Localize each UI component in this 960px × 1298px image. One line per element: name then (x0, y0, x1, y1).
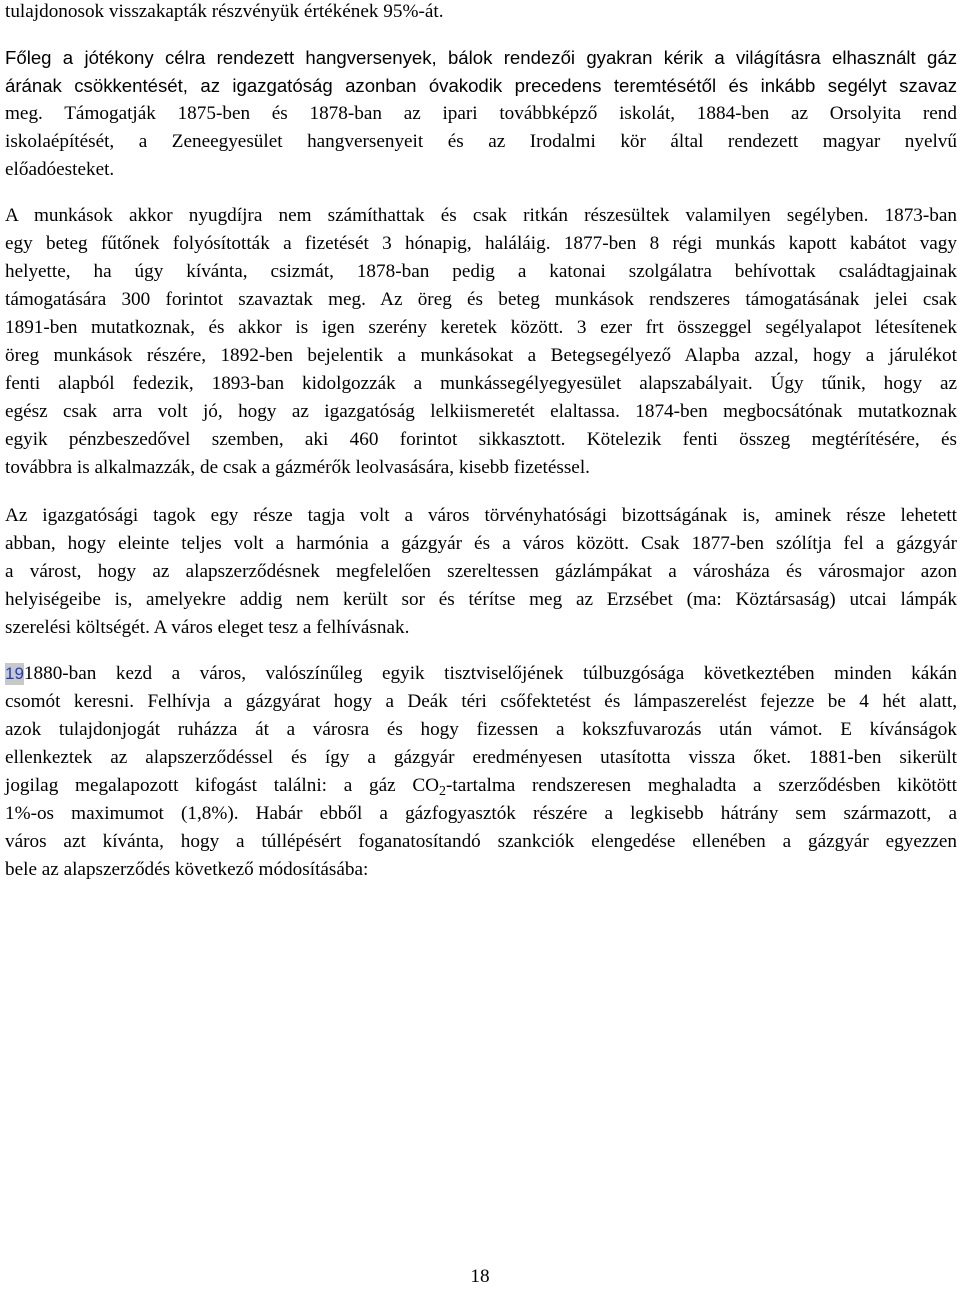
paragraph-line: továbbra is alkalmazzák, de csak a gázmérők leolvasására, kisebb fizetéssel. (5, 457, 590, 478)
paragraph-line: csomót keresni. Felhívja a gázgyárat hogy a Deák téri csőfektetést és lámpaszerelést fejezze be 4 hét alatt, (5, 691, 957, 712)
paragraph-line: 1%-os maximumot (1,8%). Habár ebből a gázfogyasztók részére a legkisebb hátrány sem származott, a (5, 803, 957, 824)
co2-subscript: 2 (439, 784, 447, 799)
paragraph-line (5, 662, 957, 688)
paragraph-line: támogatására 300 forintot szavaztak meg. Az öreg és beteg munkások rendszeres támogatásának jelei csak (5, 289, 957, 310)
paragraph-line: helyiségeibe is, amelyekre addig nem került sor és térítse meg az Erzsébet (ma: Köztársaság) utcai lámpák (5, 589, 957, 610)
paragraph-line: Az igazgatósági tagok egy része tagja volt a város törvényhatósági bizottságának is, aminek része lehetett (5, 505, 957, 526)
paragraph-line: szerelési költségét. A város eleget tesz a felhívásnak. (5, 617, 410, 638)
paragraph-line: egész csak arra volt jó, hogy az igazgatóság lelkiismeretét elaltassa. 1874-ben megbocsátónak mutatkoznak (5, 401, 957, 422)
paragraph-line: iskolaépítését, a Zeneegyesület hangversenyeit és az Irodalmi kör által rendezett magyar nyelvű (5, 131, 957, 152)
paragraph-line: Főleg a jótékony célra rendezett hangversenyek, bálok rendezői gyakran kérik a világításra elhasznált gáz (5, 47, 957, 68)
paragraph-line: bele az alapszerződés következő módosításába: (5, 859, 369, 880)
paragraph-line-text: -tartalma rendszeresen meghaladta a szerződésben kikötött (446, 775, 958, 796)
paragraph-line: egyik pénzbeszedővel szemben, aki 460 forintot sikkasztott. Kötelezik fenti összeg megtérítésére, és (5, 429, 957, 450)
paragraph-line: A munkások akkor nyugdíjra nem számíthattak és csak ritkán részesültek valamilyen segélyben. 1873-ban (5, 205, 957, 226)
paragraph-line: előadóesteket. (5, 159, 115, 180)
paragraph-line: fenti alapból fedezik, 1893-ban kidolgozzák a munkássegélyegyesület alapszabályait. Úgy tűnik, hogy az (5, 373, 957, 394)
paragraph-line-text: jogilag megalapozott kifogást találni: a gáz CO (5, 775, 440, 796)
paragraph-line (5, 774, 957, 800)
paragraph-line: tulajdonosok visszakapták részvényük értékének 95%-át. (5, 1, 444, 22)
paragraph-line: abban, hogy eleinte teljes volt a harmónia a gázgyár és a város között. Csak 1877-ben szólítja fel a gázgyár (5, 533, 957, 554)
paragraph-line: árának csökkentését, az igazgatóság azonban óvakodik precedens teremtésétől és inkább segélyt szavaz (5, 75, 957, 96)
paragraph-line: öreg munkások részére, 1892-ben bejelentik a munkásokat a Betegsegélyező Alapba azzal, hogy a járulékot (5, 345, 957, 366)
paragraph-line-text: 1880-ban kezd a város, valószínűleg egyik tisztviselőjének túlbuzgósága következtében minden kákán (23, 663, 957, 684)
paragraph-line: 1891-ben mutatkoznak, és akkor is igen szerény keretek között. 3 ezer frt összeggel segélyalapot létesítenek (5, 317, 957, 338)
paragraph-line: város azt kívánta, hogy a túllépésért foganatosítandó szankciók elengedése ellenében a gázgyár egyezzen (5, 831, 957, 852)
paragraph-line: ellenkeztek az alapszerződéssel és így a gázgyár eredményesen utasította vissza őket. 1881-ben sikerült (5, 747, 957, 768)
paragraph-line: a várost, hogy az alapszerződésnek megfelelően szereltessen gázlámpákat a városháza és városmajor azon (5, 561, 957, 582)
paragraph-line: helyette, ha úgy kívánta, csizmát, 1878-ban pedig a katonai szolgálatra behívottak családtagjainak (5, 261, 957, 282)
paragraph-line: meg. Támogatják 1875-ben és 1878-ban az ipari továbbképző iskolát, 1884-ben az Orsolyita rend (5, 103, 957, 124)
footnote-reference-link[interactable]: 19 (5, 664, 24, 683)
paragraph-line: egy beteg fűtőnek folyósították a fizetését 3 hónapig, haláláig. 1877-ben 8 régi munkás kapott kabátot vagy (5, 233, 957, 254)
page-number: 18 (470, 1266, 490, 1287)
paragraph-line: azok tulajdonjogát ruházza át a városra és hogy fizessen a kokszfuvarozás után vámot. E kívánságok (5, 719, 957, 740)
